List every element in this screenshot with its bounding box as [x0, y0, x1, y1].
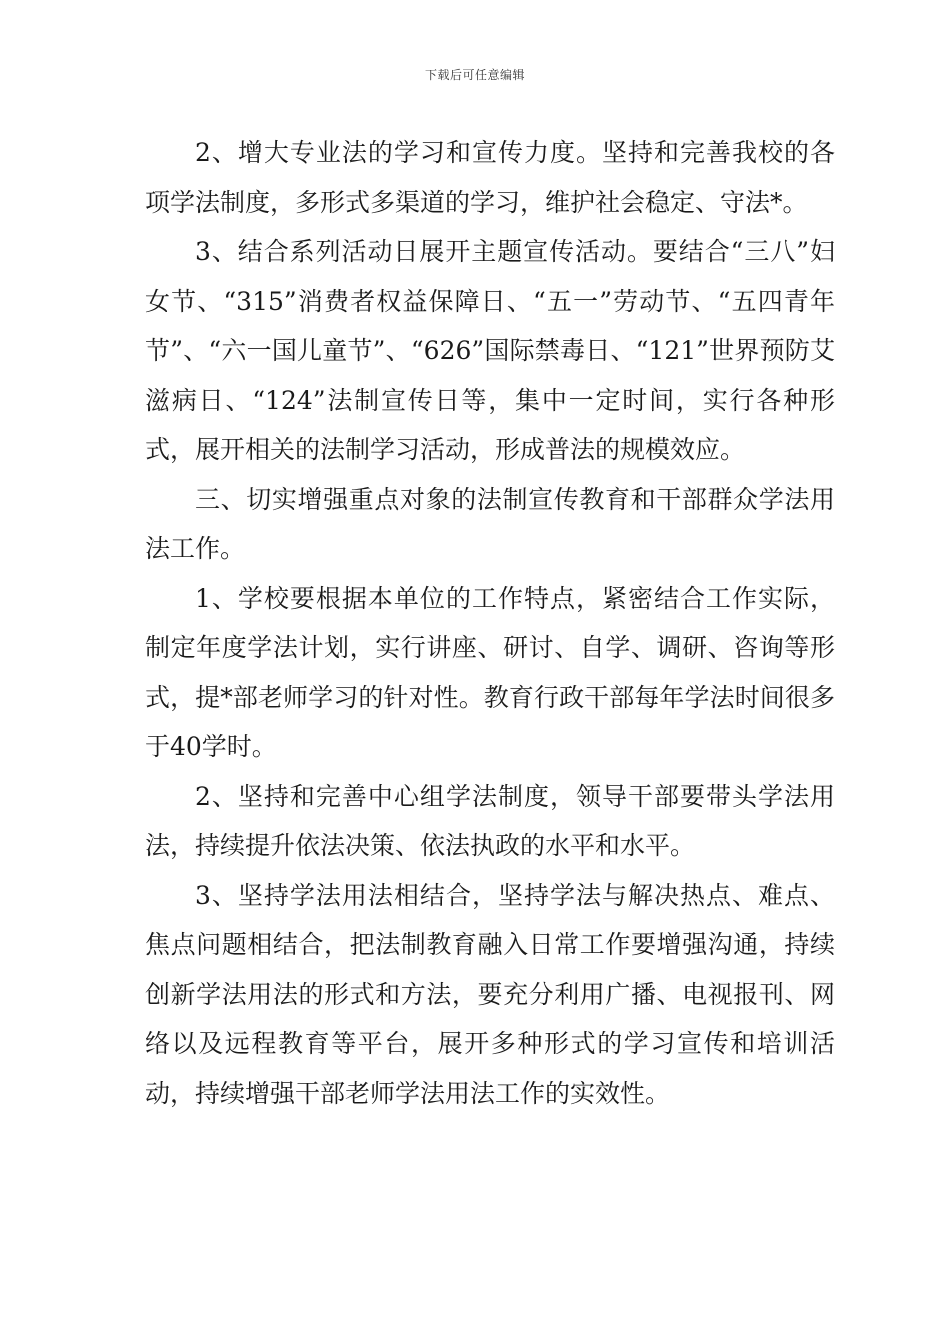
paragraph-5: 2、坚持和完善中心组学法制度，领导干部要带头学法用法，持续提升依法决策、依法执政的水平和水平。 [145, 781, 835, 860]
paragraph-1: 2、增大专业法的学习和宣传力度。坚持和完善我校的各项学法制度，多形式多渠道的学习，维护社会稳定、守法*。 [145, 138, 835, 217]
paragraph-4: 1、学校要根据本单位的工作特点，紧密结合工作实际，制定年度学法计划，实行讲座、研讨、自学、调研、咨询等形式，提*部老师学习的针对性。教育行政干部每年学法时间很多于40学时。 [145, 583, 835, 761]
document-body [145, 128, 835, 1118]
section-heading-3: 三、切实增强重点对象的法制宣传教育和干部群众学法用法工作。 [145, 484, 835, 563]
paragraph-2: 3、结合系列活动日展开主题宣传活动。要结合“三八”妇女节、“315”消费者权益保障日、“五一”劳动节、“五四青年节”、“六一国儿童节”、“626”国际禁毒日、“121”世界预防艾滋病日、“124”法制宣传日等，集中一定时间，实行各种形式，展开相关的法制学习活动，形成普法的规模效应。 [145, 237, 835, 464]
page-header: 下载后可任意编辑 [424, 68, 525, 82]
paragraph-6: 3、坚持学法用法相结合，坚持学法与解决热点、难点、焦点问题相结合，把法制教育融入日常工作要增强沟通，持续创新学法用法的形式和方法，要充分利用广播、电视报刊、网络以及远程教育等平台，展开多种形式的学习宣传和培训活动，持续增强干部老师学法用法工作的实效性。 [145, 880, 835, 1108]
